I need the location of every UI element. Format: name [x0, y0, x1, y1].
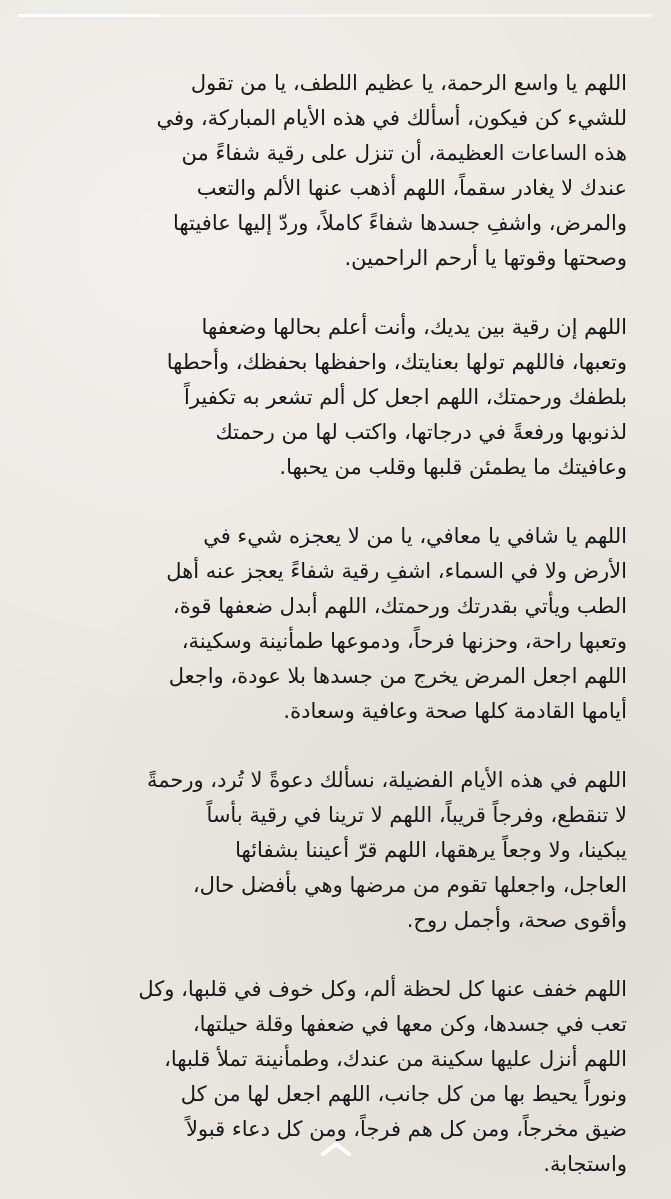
story-progress-fill: [18, 14, 158, 17]
story-text-content: [44, 66, 627, 1199]
story-text-line: اللهم خفف عنها كل لحظة ألم، وكل خوف في قلبها، وكل: [138, 977, 627, 1001]
story-paragraph-3: [44, 519, 627, 729]
story-text-line: وتعبها، فاللهم تولها بعنايتك، واحفظها بحفظك، وأحطها: [166, 350, 627, 374]
story-text-line: الطب ويأتي بقدرتك ورحمتك، اللهم أبدل ضعفها قوة،: [172, 594, 627, 618]
story-text-line: وتعبها راحة، وحزنها فرحاً، ودموعها طمأنينة وسكينة،: [181, 629, 627, 653]
story-text-line: بلطفك ورحمتك، اللهم اجعل كل ألم تشعر به تكفيراً: [184, 385, 627, 409]
chevron-up-icon[interactable]: [319, 1140, 353, 1158]
story-text-line: ونوراً يحيط بها من كل جانب، اللهم اجعل لها من كل: [180, 1082, 627, 1106]
story-paragraph-4: [44, 763, 627, 938]
story-text-line: ضيق مخرجاً، ومن كل هم فرجاً، ومن كل دعاء قبولاً: [185, 1117, 627, 1141]
story-text-line: للشيء كن فيكون، أسألك في هذه الأيام المباركة، وفي: [156, 106, 627, 130]
story-text-line: يبكينا، ولا وجعاً يرهقها، اللهم قرّ أعيننا بشفائها: [235, 838, 627, 862]
story-text-line: اللهم يا واسع الرحمة، يا عظيم اللطف، يا من تقول: [190, 71, 627, 95]
story-paragraph-1: [44, 66, 627, 276]
story-text-line: اللهم أنزل عليها سكينة من عندك، وطمأنينة تملأ قلبها،: [164, 1047, 627, 1071]
story-text-line: عندك لا يغادر سقماً، اللهم أذهب عنها الألم والتعب: [196, 176, 627, 200]
story-text-line: لذنوبها ورفعةً في درجاتها، واكتب لها من رحمتك: [215, 420, 627, 444]
story-text-line: اللهم في هذه الأيام الفضيلة، نسألك دعوةً لا تُرد، ورحمةً: [146, 768, 627, 792]
story-text-line: تعب في جسدها، وكن معها في ضعفها وقلة حيلتها،: [192, 1012, 627, 1036]
story-paragraph-2: [44, 310, 627, 485]
story-text-line: وأقوى صحة، وأجمل روح.: [406, 908, 627, 932]
story-text-line: لا تنقطع، وفرجاً قريباً، اللهم لا ترينا في رقية بأساً: [206, 803, 627, 827]
story-text-line: وصحتها وقوتها يا أرحم الراحمين.: [344, 246, 627, 270]
story-text-line: وعافيتك ما يطمئن قلبها وقلب من يحبها.: [279, 455, 627, 479]
story-text-line: اللهم اجعل المرض يخرج من جسدها بلا عودة، واجعل: [168, 664, 627, 688]
story-text-line: أيامها القادمة كلها صحة وعافية وسعادة.: [283, 699, 627, 723]
story-text-line: العاجل، واجعلها تقوم من مرضها وهي بأفضل حال،: [192, 873, 627, 897]
story-text-line: الأرض ولا في السماء، اشفِ رقية شفاءً يعجز عنه أهل: [166, 559, 627, 583]
story-text-line: هذه الساعات العظيمة، أن تنزل على رقية شفاءً من: [181, 141, 627, 165]
story-progress-bar: [18, 14, 653, 17]
story-text-line: اللهم إن رقية بين يديك، وأنت أعلم بحالها وضعفها: [201, 315, 627, 339]
story-text-line: اللهم يا شافي يا معافي، يا من لا يعجزه شيء في: [203, 524, 627, 548]
story-text-line: والمرض، واشفِ جسدها شفاءً كاملاً، وردّ إليها عافيتها: [173, 211, 627, 235]
story-text-line: واستجابة.: [543, 1152, 627, 1176]
